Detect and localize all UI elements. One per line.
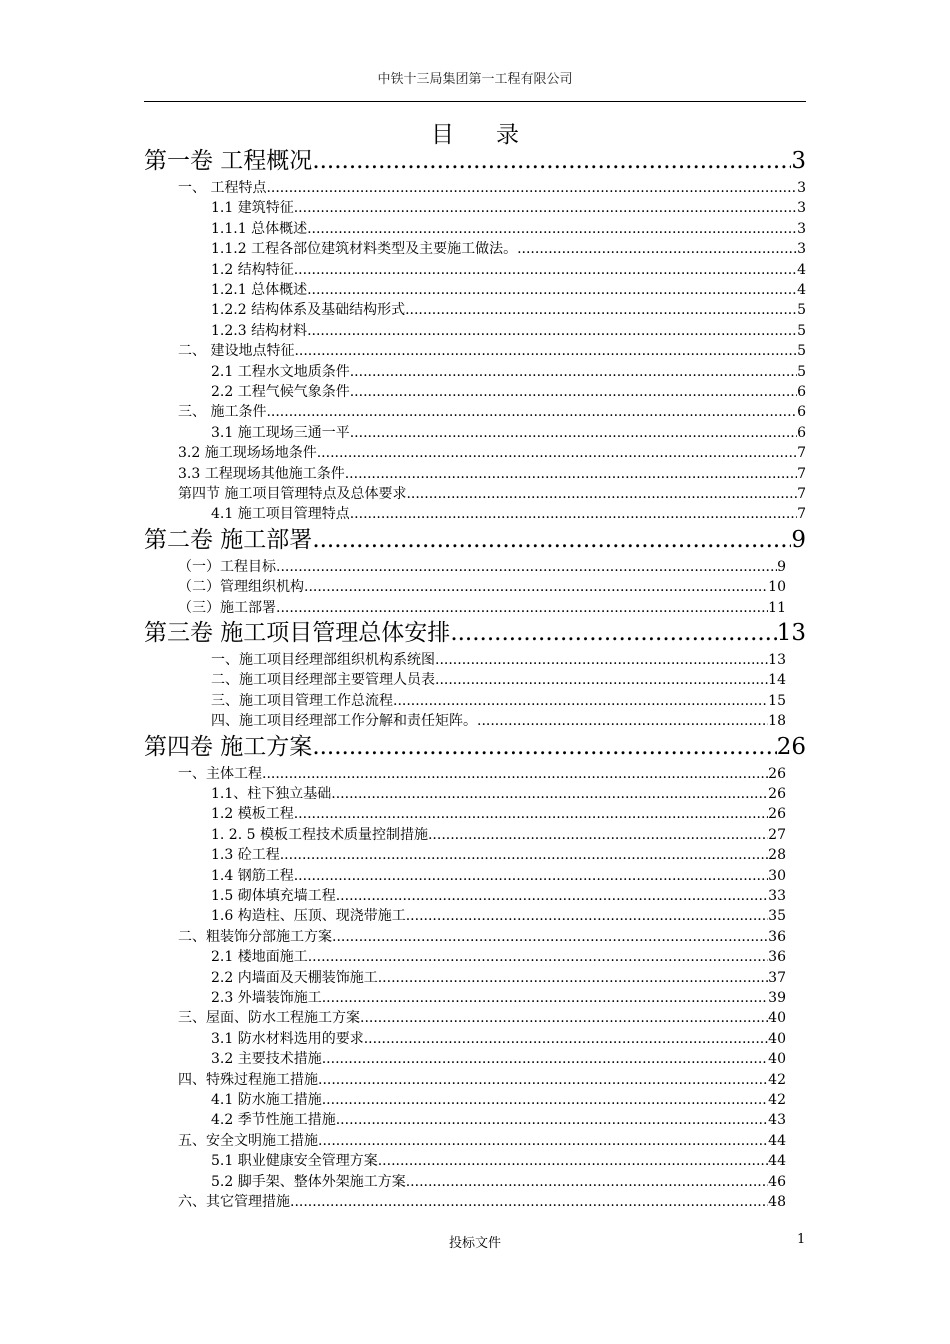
toc-entry[interactable] [178, 557, 786, 577]
toc-entry[interactable] [211, 198, 806, 218]
toc-volume-entry[interactable] [144, 618, 806, 648]
toc-entry[interactable] [211, 650, 786, 670]
toc-entry-page: 9 [777, 558, 786, 575]
toc-entry-label: 4.1 施工项目管理特点 [211, 506, 350, 523]
toc-leader-dots [364, 1029, 768, 1049]
toc-entry-page: 26 [768, 786, 786, 802]
toc-entry-label: 第三卷 施工项目管理总体安排 [144, 620, 451, 646]
toc-leader-dots [332, 927, 768, 947]
toc-entry-label: 3.3 工程现场其他施工条件 [178, 465, 345, 482]
toc-entry-page: 7 [797, 445, 806, 462]
toc-entry-page: 4 [797, 261, 806, 278]
toc-entry[interactable] [211, 280, 806, 300]
toc-entry-page: 13 [776, 620, 806, 646]
toc-title: 目录 [431, 122, 561, 148]
toc-entry-label: 1.2 结构特征 [211, 261, 294, 278]
toc-leader-dots [280, 845, 768, 865]
toc-entry-label: 3.1 防水材料选用的要求 [211, 1030, 364, 1047]
toc-leader-dots [360, 1008, 768, 1028]
toc-entry-page: 3 [797, 200, 806, 217]
toc-entry-page: 33 [768, 888, 786, 904]
toc-entry-page: 44 [768, 1153, 786, 1170]
toc-entry-label: （二）管理组织机构 [178, 579, 304, 596]
toc-entry[interactable] [211, 1049, 786, 1069]
toc-entry[interactable] [211, 300, 806, 320]
toc-entry[interactable] [178, 178, 806, 198]
toc-entry-page: 6 [797, 424, 806, 441]
toc-leader-dots [406, 1172, 768, 1192]
toc-entry-page: 11 [768, 599, 786, 616]
toc-entry[interactable] [211, 423, 806, 443]
toc-entry-page: 42 [768, 1092, 786, 1108]
toc-entry-label: 5.1 职业健康安全管理方案 [211, 1153, 378, 1170]
toc-leader-dots [378, 1151, 768, 1171]
toc-entry-page: 18 [768, 713, 786, 730]
page-header: 中铁十三局集团第一工程有限公司 [377, 72, 573, 87]
toc-leader-dots [294, 260, 797, 280]
toc-entry-label: 1.4 钢筋工程 [211, 867, 294, 884]
toc-leader-dots [262, 764, 768, 784]
toc-leader-dots [307, 219, 797, 239]
toc-entry-label: 4.2 季节性施工措施 [211, 1112, 336, 1129]
toc-leader-dots [318, 1131, 768, 1151]
toc-leader-dots [406, 484, 797, 504]
toc-entry[interactable] [211, 504, 806, 524]
toc-entry[interactable] [211, 906, 786, 926]
toc-entry-page: 40 [768, 1010, 786, 1027]
toc-leader-dots [517, 239, 797, 259]
toc-entry[interactable] [211, 382, 806, 402]
toc-entry-page: 9 [791, 526, 806, 553]
toc-entry-label: 3.2 主要技术措施 [211, 1051, 322, 1068]
toc-entry-page: 40 [768, 1030, 786, 1047]
toc-entry[interactable] [211, 866, 786, 886]
toc-entry-label: 第四卷 施工方案 [144, 733, 313, 760]
toc-entry-label: （三）施工部署 [178, 599, 276, 616]
toc-leader-dots [307, 321, 797, 341]
toc-leader-dots [345, 464, 797, 484]
toc-leader-dots [304, 577, 768, 597]
footer-label: 投标文件 [448, 1236, 501, 1251]
toc-entry-label: 1.5 砌体填充墙工程 [211, 888, 336, 904]
toc-leader-dots [331, 784, 768, 804]
toc-entry[interactable] [211, 825, 786, 845]
toc-leader-dots [336, 1110, 768, 1130]
toc-entry[interactable] [211, 1110, 786, 1130]
toc-leader-dots [318, 1070, 768, 1090]
toc-entry-page: 3 [797, 180, 806, 196]
toc-entry[interactable] [178, 464, 806, 484]
header-rule [144, 101, 806, 102]
toc-entry[interactable] [178, 484, 806, 504]
toc-entry-label: 1. 2. 5 模板工程技术质量控制措施 [211, 826, 428, 843]
toc-entry-page: 30 [768, 867, 786, 884]
toc-leader-dots [405, 300, 797, 320]
toc-entry-label: 三、屋面、防水工程施工方案 [178, 1010, 360, 1027]
toc-entry-label: 2.1 楼地面施工 [211, 949, 308, 966]
toc-entry-page: 42 [768, 1071, 786, 1088]
toc-leader-dots [435, 650, 768, 670]
toc-entry-page: 3 [791, 148, 806, 174]
toc-entry[interactable] [211, 219, 806, 239]
toc-leader-dots [322, 988, 768, 1008]
toc-entry-page: 39 [768, 990, 786, 1006]
toc-entry-page: 7 [797, 506, 806, 523]
toc-entry-page: 14 [768, 672, 786, 689]
toc-leader-dots [308, 947, 768, 967]
toc-entry-label: 1.1.2 工程各部位建筑材料类型及主要施工做法。 [211, 241, 518, 258]
toc-entry-label: 三、 施工条件 [178, 404, 267, 421]
toc-leader-dots [435, 670, 768, 690]
toc-leader-dots [312, 732, 776, 762]
footer-page-number: 1 [797, 1232, 806, 1247]
toc-entry-label: 一、施工项目经理部组织机构系统图 [211, 652, 435, 668]
toc-entry[interactable] [178, 1008, 786, 1028]
toc-entry-label: 1.1.1 总体概述 [211, 220, 308, 237]
toc-entry-page: 7 [797, 465, 806, 482]
toc-entry[interactable] [178, 1131, 786, 1151]
toc-leader-dots [294, 866, 768, 886]
toc-entry-label: （一）工程目标 [178, 558, 276, 575]
toc-entry[interactable] [178, 1070, 786, 1090]
toc-entry[interactable] [211, 362, 806, 382]
toc-leader-dots [317, 443, 797, 463]
toc-entry-label: 四、特殊过程施工措施 [178, 1071, 318, 1088]
toc-leader-dots [307, 280, 797, 300]
toc-leader-dots [294, 804, 768, 824]
toc-entry[interactable] [211, 239, 806, 259]
toc-leader-dots [322, 1049, 768, 1069]
toc-entry-page: 36 [768, 949, 786, 966]
toc-entry-page: 40 [768, 1051, 786, 1068]
toc-entry-label: 第四节 施工项目管理特点及总体要求 [178, 486, 407, 502]
toc-leader-dots [322, 1090, 768, 1110]
toc-leader-dots [276, 557, 777, 577]
toc-entry-label: 第一卷 工程概况 [144, 148, 313, 174]
toc-entry-label: 五、安全文明施工措施 [178, 1132, 318, 1149]
toc-volume-entry[interactable] [144, 525, 806, 555]
toc-entry-label: 4.1 防水施工措施 [211, 1092, 322, 1108]
toc-entry-label: 一、主体工程 [178, 765, 262, 782]
toc-entry-label: 1.2 模板工程 [211, 806, 294, 823]
toc-leader-dots [266, 178, 797, 198]
toc-entry-page: 3 [797, 241, 806, 258]
toc-entry-page: 10 [768, 579, 786, 596]
toc-entry-page: 26 [768, 806, 786, 823]
toc-entry-label: 1.6 构造柱、压顶、现浇带施工 [211, 908, 406, 925]
toc-leader-dots [350, 504, 797, 524]
toc-entry[interactable] [211, 947, 786, 967]
toc-entry-label: 1.2.1 总体概述 [211, 282, 308, 298]
toc-entry[interactable] [211, 784, 786, 804]
toc-leader-dots [393, 691, 768, 711]
toc-entry[interactable] [178, 1192, 786, 1212]
toc-leader-dots [477, 711, 768, 731]
toc-leader-dots [406, 906, 768, 926]
toc-entry-label: 2.3 外墙装饰施工 [211, 990, 322, 1006]
toc-entry-page: 44 [768, 1132, 786, 1149]
toc-entry[interactable] [178, 577, 786, 597]
toc-entry-page: 4 [797, 282, 806, 298]
toc-leader-dots [350, 362, 797, 382]
toc-entry-label: 2.2 工程气候气象条件 [211, 384, 350, 400]
toc-entry[interactable] [211, 1029, 786, 1049]
toc-leader-dots [428, 825, 768, 845]
toc-entry-label: 1.3 砼工程 [211, 847, 280, 864]
toc-entry-label: 5.2 脚手架、整体外架施工方案 [211, 1173, 406, 1190]
toc-entry-page: 7 [797, 486, 806, 502]
toc-entry-label: 1.1、柱下独立基础 [211, 786, 332, 802]
toc-entry-label: 1.1 建筑特征 [211, 200, 294, 217]
toc-entry[interactable] [178, 598, 786, 618]
toc-entry[interactable] [211, 886, 786, 906]
toc-entry-page: 13 [768, 652, 786, 668]
toc-entry-page: 5 [797, 363, 806, 380]
toc-entry-label: 四、施工项目经理部工作分解和责任矩阵。 [211, 713, 477, 730]
toc-leader-dots [378, 968, 768, 988]
toc-entry[interactable] [178, 402, 806, 422]
toc-leader-dots [350, 423, 797, 443]
toc-entry[interactable] [211, 711, 786, 731]
toc-entry[interactable] [211, 968, 786, 988]
toc-leader-dots [336, 886, 768, 906]
toc-entry-page: 27 [768, 826, 786, 843]
toc-entry[interactable] [211, 988, 786, 1008]
toc-entry[interactable] [178, 341, 806, 361]
toc-volume-entry[interactable] [144, 732, 806, 762]
toc-entry[interactable] [211, 691, 786, 711]
toc-entry-label: 第二卷 施工部署 [144, 526, 313, 553]
toc-entry-page: 35 [768, 908, 786, 925]
toc-entry[interactable] [211, 260, 806, 280]
toc-entry-label: 2.2 内墙面及天棚装饰施工 [211, 969, 378, 986]
toc-entry-page: 6 [797, 404, 806, 421]
toc-entry-label: 3.1 施工现场三通一平 [211, 424, 350, 441]
toc-entry-page: 5 [797, 322, 806, 339]
toc-entry[interactable] [211, 1090, 786, 1110]
toc-entry[interactable] [211, 845, 786, 865]
toc-entry-label: 二、粗装饰分部施工方案 [178, 928, 332, 945]
toc-leader-dots [312, 146, 791, 176]
toc-entry[interactable] [211, 804, 786, 824]
toc-entry[interactable] [178, 927, 786, 947]
toc-entry-label: 2.1 工程水文地质条件 [211, 363, 350, 380]
toc-entry-label: 一、 工程特点 [178, 180, 267, 196]
toc-leader-dots [350, 382, 797, 402]
toc-leader-dots [294, 341, 797, 361]
toc-leader-dots [290, 1192, 768, 1212]
toc-entry-page: 48 [768, 1194, 786, 1210]
toc-entry-page: 36 [768, 928, 786, 945]
toc-entry[interactable] [178, 764, 786, 784]
toc-entry-page: 3 [797, 220, 806, 237]
toc-leader-dots [266, 402, 797, 422]
toc-entry-page: 43 [768, 1112, 786, 1129]
toc-entry-page: 15 [768, 692, 786, 709]
toc-entry-page: 26 [776, 733, 806, 760]
toc-entry-label: 1.2.2 结构体系及基础结构形式 [211, 302, 406, 319]
toc-leader-dots [450, 618, 776, 648]
toc-entry-page: 6 [797, 384, 806, 400]
toc-leader-dots [276, 598, 768, 618]
toc-entry-page: 26 [768, 765, 786, 782]
toc-entry-label: 二、 建设地点特征 [178, 343, 295, 360]
toc-entry[interactable] [211, 670, 786, 690]
toc-entry-page: 28 [768, 847, 786, 864]
toc-entry-label: 3.2 施工现场场地条件 [178, 445, 317, 462]
toc-entry-page: 37 [768, 969, 786, 986]
toc-entry-label: 六、其它管理措施 [178, 1194, 290, 1210]
toc-entry-page: 5 [797, 343, 806, 360]
toc-entry[interactable] [211, 1151, 786, 1171]
toc-entry-label: 1.2.3 结构材料 [211, 322, 308, 339]
toc-entry-page: 46 [768, 1173, 786, 1190]
toc-entry-label: 三、施工项目管理工作总流程 [211, 692, 393, 709]
toc-entry[interactable] [211, 1172, 786, 1192]
toc-volume-entry[interactable] [144, 146, 806, 176]
toc-leader-dots [294, 198, 797, 218]
toc-entry[interactable] [211, 321, 806, 341]
toc-entry[interactable] [178, 443, 806, 463]
toc-entry-page: 5 [797, 302, 806, 319]
toc-entry-label: 二、施工项目经理部主要管理人员表 [211, 672, 435, 689]
toc-leader-dots [312, 525, 791, 555]
